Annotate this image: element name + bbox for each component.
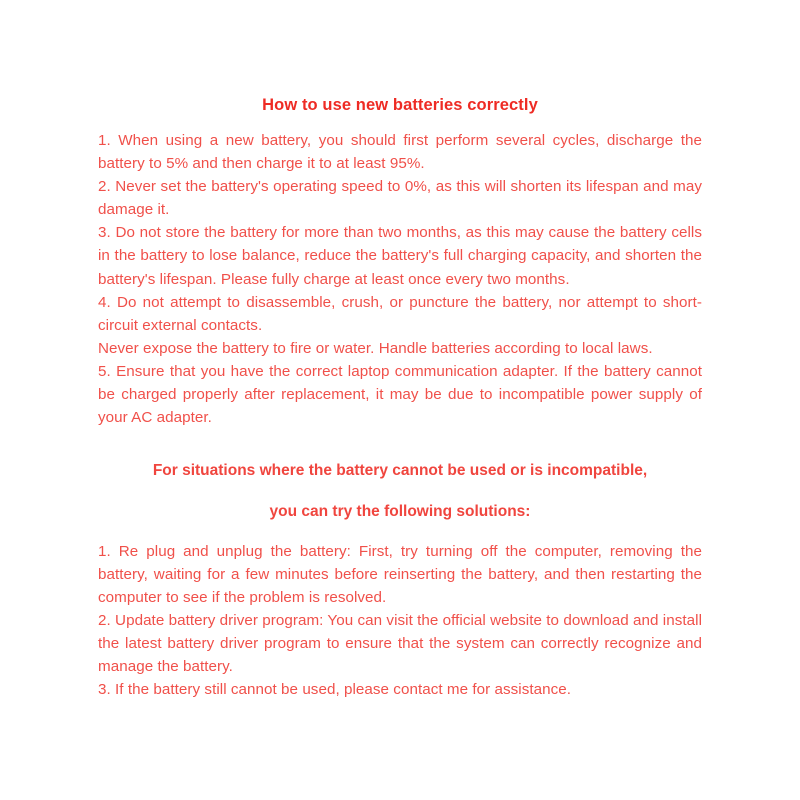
paragraph: 1. When using a new battery, you should first perform several cycles, discharge the battery to 5% and then charge it to at least 95%.: [98, 132, 702, 173]
page-title: How to use new batteries correctly: [262, 96, 538, 114]
section-heading-line1: For situations where the battery cannot be used or is incompatible,: [152, 462, 648, 480]
section-divider-space: [98, 429, 702, 459]
section-heading-line2: you can try the following solutions:: [269, 503, 531, 521]
paragraph: 5. Ensure that you have the correct laptop communication adapter. If the battery cannot be charged properly after replacement, it may be due to incompatible power supply of your AC adapter.: [98, 362, 702, 427]
section-instructions: [98, 129, 702, 429]
paragraph: 2. Never set the battery's operating speed to 0%, as this will shorten its lifespan and may damage it.: [98, 178, 702, 219]
paragraph: Never expose the battery to fire or water. Handle batteries according to local laws.: [98, 339, 653, 357]
paragraph: 2. Update battery driver program: You can visit the official website to download and install the latest battery driver program to ensure that the system can correctly recognize and manage the battery.: [98, 612, 702, 676]
paragraph: 3. Do not store the battery for more than two months, as this may cause the battery cells in the battery to lose balance, reduce the battery's full charging capacity, and shorten the battery's lifespan. Please fully charge at least once every two months.: [98, 224, 702, 288]
section-troubleshooting: [98, 459, 702, 701]
paragraph: 4. Do not attempt to disassemble, crush, or puncture the battery, nor attempt to short-circuit external contacts.: [98, 293, 702, 334]
paragraph: 3. If the battery still cannot be used, please contact me for assistance.: [98, 681, 572, 699]
heading-space: [98, 524, 702, 540]
paragraph: 1. Re plug and unplug the battery: First, try turning off the computer, removing the battery, waiting for a few minutes before reinserting the battery, and then restarting the computer to see if the problem is resolved.: [98, 542, 702, 606]
